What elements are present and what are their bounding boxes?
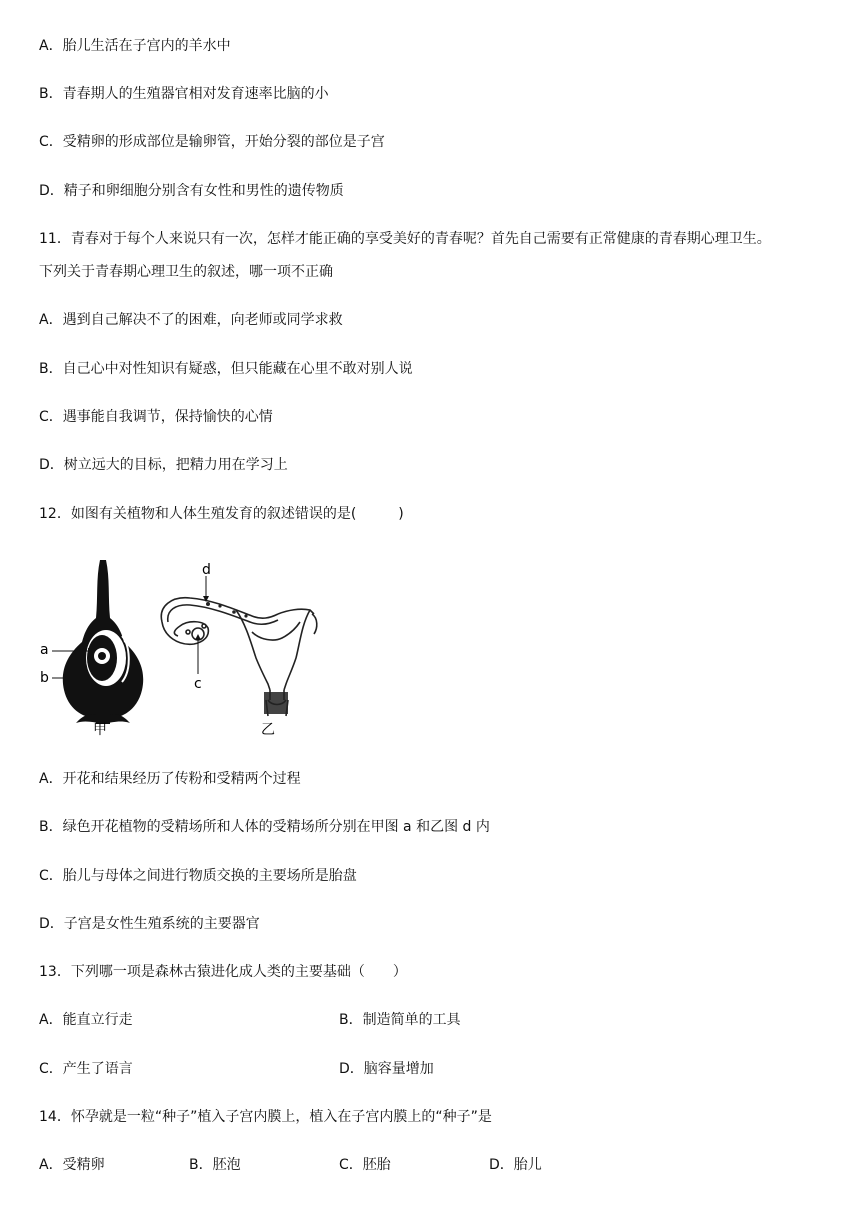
q14-option-a: A．受精卵 bbox=[39, 1157, 105, 1173]
q10-option-b: B．青春期人的生殖器官相对发育速率比脑的小 bbox=[39, 86, 329, 102]
uterus-illustration bbox=[161, 598, 316, 716]
q10-option-a: A．胎儿生活在子宫内的羊水中 bbox=[39, 38, 231, 54]
q13-option-a: A．能直立行走 bbox=[39, 1012, 133, 1028]
q13-option-c: C．产生了语言 bbox=[39, 1061, 133, 1077]
q12-option-b: B．绿色开花植物的受精场所和人体的受精场所分别在甲图 a 和乙图 d 内 bbox=[39, 819, 490, 835]
q10-option-d: D．精子和卵细胞分别含有女性和男性的遗传物质 bbox=[39, 183, 344, 199]
q14-option-d: D．胎儿 bbox=[489, 1157, 542, 1173]
q14-option-b: B．胚泡 bbox=[189, 1157, 241, 1173]
q11-stem-line1: 11．青春对于每个人来说只有一次，怎样才能正确的享受美好的青春呢？首先自己需要有正常健康的青春期心理卫生。 bbox=[39, 231, 771, 247]
q11-stem-line2: 下列关于青春期心理卫生的叙述，哪一项不正确 bbox=[39, 264, 333, 280]
q12-option-c: C．胎儿与母体之间进行物质交换的主要场所是胎盘 bbox=[39, 868, 357, 884]
pistil-illustration bbox=[52, 560, 143, 724]
q11-option-d: D．树立远大的目标，把精力用在学习上 bbox=[39, 457, 288, 473]
label-b: b bbox=[40, 670, 49, 686]
caption-yi: 乙 bbox=[261, 722, 275, 738]
q12-option-d: D．子宫是女性生殖系统的主要器官 bbox=[39, 916, 260, 932]
q14-stem: 14．怀孕就是一粒“种子”植入子宫内膜上，植入在子宫内膜上的“种子”是 bbox=[39, 1109, 492, 1125]
q10-option-c: C．受精卵的形成部位是输卵管，开始分裂的部位是子宫 bbox=[39, 134, 385, 150]
q13-option-d: D．脑容量增加 bbox=[339, 1061, 434, 1077]
reproduction-diagram bbox=[38, 558, 318, 743]
q13-option-b: B．制造简单的工具 bbox=[339, 1012, 461, 1028]
q14-option-c: C．胚胎 bbox=[339, 1157, 391, 1173]
q12-option-a: A．开花和结果经历了传粉和受精两个过程 bbox=[39, 771, 301, 787]
q11-option-c: C．遇事能自我调节，保持愉快的心情 bbox=[39, 409, 273, 425]
label-d: d bbox=[202, 562, 211, 578]
q12-figure bbox=[38, 558, 318, 743]
label-c: c bbox=[194, 676, 202, 692]
q13-stem: 13．下列哪一项是森林古猿进化成人类的主要基础（ ） bbox=[39, 964, 407, 980]
label-a: a bbox=[40, 642, 49, 658]
q12-stem: 12．如图有关植物和人体生殖发育的叙述错误的是( ) bbox=[39, 506, 404, 522]
caption-jia: 甲 bbox=[93, 722, 107, 738]
q11-option-b: B．自己心中对性知识有疑惑，但只能藏在心里不敢对别人说 bbox=[39, 361, 413, 377]
q11-option-a: A．遇到自己解决不了的困难，向老师或同学求救 bbox=[39, 312, 343, 328]
